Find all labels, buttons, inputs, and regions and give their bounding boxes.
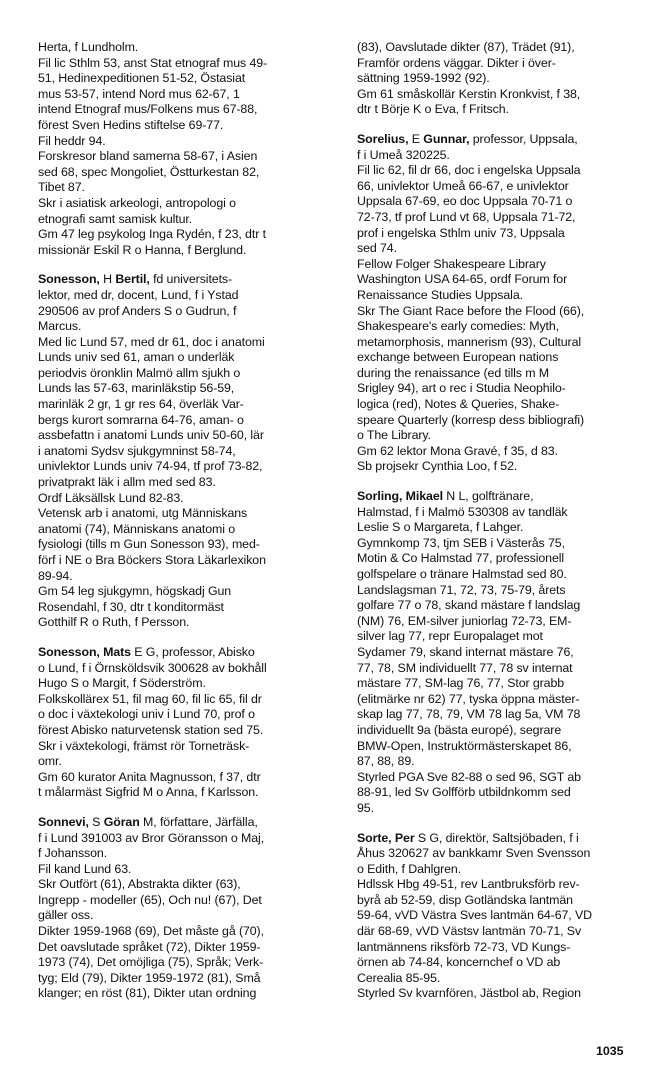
entry-heading [357,132,647,148]
entry-text-line: 95. [357,800,374,815]
entry-text-line: during the renaissance (ed tills m M [357,365,549,380]
entry-text-line: Styrled PGA Sve 82-88 o sed 96, SGT ab [357,769,581,784]
entry-text-line: byrå ab 52-59, disp Gotländska lantmän [357,892,573,907]
entry-text-line: dtr t Börje K o Eva, f Fritsch. [357,102,509,117]
entry-surname: Sorte, [357,830,392,845]
entry-given-name: Per [394,830,415,845]
biography-entry [38,815,328,1002]
entry-text-line: lantmännens riksförb 72-73, VD Kungs- [357,939,571,954]
entry-initials: H [99,272,116,287]
entry-text-line: Skr Outfört (61), Abstrakta dikter (63), [38,877,241,892]
entry-text-line: 66, univlektor Umeå 66-67, e univlektor [357,178,569,193]
entry-given-name: Mikael [405,489,443,504]
entry-text-line: Framför ordens väggar. Dikter i över- [357,55,556,70]
entry-text-line: Herta, f Lundholm. [38,40,139,54]
entry-heading [38,272,328,288]
entry-text-line: periodvis öronklin Malmö allm sjukh o [38,365,241,380]
entry-title: fd universitets- [149,272,233,287]
entry-text-line: silver lag 77, repr Europalaget mot [357,629,543,644]
entry-surname: Sorling, [357,489,403,504]
entry-text-line: sättning 1959-1992 (92). [357,71,490,86]
entry-title: N L, golftränare, [442,489,534,504]
entry-text-line: Sydamer 79, skand internat mästare 76, [357,644,574,659]
entry-text-line: Washington USA 64-65, ordf Forum for [357,272,568,287]
entry-initials: E [408,131,424,146]
entry-text-line: prof i engelska Sthlm univ 73, Uppsala [357,225,565,240]
entry-text-line: förest Sven Hedins stiftelse 69-77. [38,117,224,132]
entry-text-line: 89-94. [38,568,73,583]
entry-text-line: golfare 77 o 78, skand mästare f landslag [357,598,581,613]
entry-text-line: golfspelare o tränare Halmstad sed 80. [357,567,567,581]
entry-surname: Sorelius, [357,131,409,146]
entry-text-line: f i Umeå 320225. [357,147,450,162]
biography-entry [38,645,328,801]
entry-text-line: 87, 88, 89. [357,754,415,769]
entry-text-line: Skr i asiatisk arkeologi, antropologi o [38,195,236,210]
biography-entry [38,272,328,631]
entry-given-name: Bertil, [115,272,150,287]
entry-title: E G, professor, Abisko [130,644,255,659]
right-column [357,40,647,1002]
entry-text-line: Gotthilf R o Ruth, f Persson. [38,615,190,630]
entry-surname: Sonesson, [38,272,100,287]
entry-text-line: Ordf Läksällsk Lund 82-83. [38,490,184,505]
entry-text-line: sed 68, spec Mongoliet, Östturkestan 82, [38,164,260,179]
entry-text-line: Gm 47 leg psykolog Inga Rydén, f 23, dtr t [38,227,266,242]
entry-text-line: Gymnkomp 73, tjm SEB i Västerås 75, [357,535,565,550]
entry-text-line: Motin & Co Halmstad 77, professionell [357,551,565,566]
entry-heading [357,489,647,505]
entry-text-line: univlektor Lunds univ 74-94, tf prof 73-82, [38,459,263,474]
entry-text-line: gäller oss. [38,908,94,923]
entry-text-line: mästare 77, SM-lag 76, 77, Stor grabb [357,676,565,691]
entry-text-line: anatomi (74), Människans anatomi o [38,521,236,536]
entry-text-line: där 68-69, vVD Västsv lantmän 70-71, Sv [357,924,582,939]
entry-text-line: Vetensk arb i anatomi, utg Människans [38,506,248,521]
entry-title: professor, Uppsala, [469,131,578,146]
entry-given-name: Göran [103,814,140,829]
entry-text-line: speare Quarterly (korresp dess bibliografi) [357,412,585,427]
entry-text-line: Cerealia 85-95. [357,970,441,985]
entry-title: S G, direktör, Saltsjöbaden, f i [414,830,579,845]
entry-text-line: Fil heddr 94. [38,133,106,148]
entry-text-line: f Johansson. [38,846,108,861]
entry-text-line: Fil lic Sthlm 53, anst Stat etnograf mus 49- [38,55,268,70]
entry-text-line: Lunds univ sed 61, aman o underläk [38,350,235,365]
entry-text-line: intend Etnograf mus/Folkens mus 67-88, [38,102,258,117]
entry-text-line: Med lic Lund 57, med dr 61, doc i anatomi [38,334,265,349]
entry-text-line: Ingrepp - modeller (65), Och nu! (67), Det [38,892,262,907]
entry-text-line: individuellt 9a (bästa europé), segrare [357,722,562,737]
entry-text-line: exchange between European nations [357,350,559,365]
entry-text-line: 290506 av prof Anders S o Gudrun, f [38,303,237,318]
entry-continuation [357,40,647,118]
entry-text-line: 77, 78, SM individuellt 77, 78 sv internat [357,660,573,675]
entry-text-line: 59-64, vVD Västra Sves lantmän 64-67, VD [357,908,592,923]
entry-continuation [38,40,328,258]
entry-text-line: BMW-Open, Instruktörmästerskapet 86, [357,738,572,753]
entry-text-line: Dikter 1959-1968 (69), Det måste gå (70), [38,924,264,939]
entry-text-line: Srigley 94), art o rec i Studia Neophilo- [357,381,566,396]
entry-text-line: 51, Hedinexpeditionen 51-52, Östasiat [38,71,246,86]
entry-text-line: 1973 (74), Det omöjliga (75), Språk; Verk- [38,955,264,970]
entry-given-name: Mats [103,644,131,659]
entry-text-line: Shakespeare's early comedies: Myth, [357,319,560,334]
entry-text-line: (83), Oavslutade dikter (87), Trädet (91), [357,40,575,54]
entry-text-line: 72-73, tf prof Lund vt 68, Uppsala 71-72, [357,209,576,224]
entry-text-line: Hugo S o Margit, f Söderström. [38,676,206,691]
entry-text-line: sed 74. [357,241,397,256]
entry-text-line: t målarmäst Sigfrid M o Anna, f Karlsson. [38,785,259,800]
entry-surname: Sonnevi, [38,814,89,829]
entry-text-line: Fellow Folger Shakespeare Library [357,256,546,271]
entry-text-line: o Edith, f Dahlgren. [357,861,462,876]
entry-text-line: Skr i växtekologi, främst rör Torneträsk- [38,738,250,753]
entry-text-line: marinläk 2 gr, 1 gr res 64, överläk Var- [38,397,244,412]
entry-heading [357,831,647,847]
entry-text-line: tyg; Eld (79), Dikter 1959-1972 (81), Små [38,970,261,985]
entry-text-line: Forskresor bland samerna 58-67, i Asien [38,149,258,164]
entry-text-line: Det oavslutade språket (72), Dikter 1959- [38,939,261,954]
entry-text-line: privatprakt läk i allm med sed 83. [38,475,216,490]
entry-text-line: metamorphosis, mannerism (93), Cultural [357,334,582,349]
entry-text-line: (NM) 76, EM-silver juniorlag 72-73, EM- [357,613,572,628]
entry-text-line: Gm 54 leg sjukgymn, högskadj Gun [38,584,232,599]
entry-text-line: f i Lund 391003 av Bror Göransson o Maj, [38,830,265,845]
entry-text-line: Fil kand Lund 63. [38,861,132,876]
entry-surname: Sonesson, [38,644,100,659]
entry-text-line: o Lund, f i Örnsköldsvik 300628 av bokhåll [38,660,267,675]
entry-text-line: bergs kurort somrarna 64-76, aman- o [38,412,244,427]
entry-text-line: Styrled Sv kvarnfören, Jästbol ab, Region [357,986,581,1001]
entry-heading [38,815,328,831]
entry-text-line: Halmstad, f i Malmö 530308 av tandläk [357,504,568,519]
entry-text-line: Lunds las 57-63, marinläkstip 56-59, [38,381,235,396]
entry-text-line: Gm 62 lektor Mona Gravé, f 35, d 83. [357,443,558,458]
entry-text-line: Gm 60 kurator Anita Magnusson, f 37, dtr [38,769,261,784]
entry-given-name: Gunnar, [423,131,470,146]
entry-initials: S [88,814,104,829]
entry-text-line: Hdlssk Hbg 49-51, rev Lantbruksförb rev- [357,877,580,892]
entry-text-line: fysiologi (tills m Gun Sonesson 93), med- [38,537,260,552]
entry-text-line: Renaissance Studies Uppsala. [357,287,523,302]
page-number: 1035 [596,1044,624,1058]
entry-text-line: Tibet 87. [38,180,85,195]
entry-text-line: Fil lic 62, fil dr 66, doc i engelska Uppsala [357,163,581,178]
entry-text-line: logica (red), Notes & Queries, Shake- [357,397,560,412]
entry-text-line: Marcus. [38,319,82,334]
entry-text-line: Åhus 320627 av bankkamr Sven Svensson [357,846,591,861]
entry-text-line: Leslie S o Margareta, f Lahger. [357,520,524,535]
entry-text-line: Skr The Giant Race before the Flood (66), [357,303,585,318]
entry-text-line: Sb projsekr Cynthia Loo, f 52. [357,459,518,474]
entry-title: M, författare, Järfälla, [139,814,258,829]
biography-entry [357,831,647,1003]
entry-text-line: klanger; en röst (81), Dikter utan ordning [38,986,257,1001]
entry-text-line: 88-91, led Sv Golfförb utbildnkomm sed [357,785,571,800]
entry-text-line: o The Library. [357,428,431,443]
entry-text-line: i anatomi Sydsv sjukgymninst 58-74, [38,443,236,458]
entry-text-line: Landslagsman 71, 72, 73, 75-79, årets [357,582,566,597]
entry-text-line: Uppsala 67-69, eo doc Uppsala 70-71 o [357,194,573,209]
entry-text-line: förest Abisko naturvetensk station sed 75. [38,722,264,737]
left-column [38,40,328,1002]
entry-text-line: Folkskollärex 51, fil mag 60, fil lic 65, fil dr [38,691,262,706]
entry-text-line: skap lag 77, 78, 79, VM 78 lag 5a, VM 78 [357,707,581,722]
entry-text-line: Gm 61 småskollär Kerstin Kronkvist, f 38, [357,86,581,101]
entry-text-line: etnografi samt samisk kultur. [38,211,193,226]
entry-text-line: omr. [38,754,62,769]
entry-text-line: o doc i växtekologi univ i Lund 70, prof o [38,707,255,722]
entry-text-line: örnen ab 74-84, koncernchef o VD ab [357,955,561,970]
biography-entry [357,489,647,816]
entry-text-line: förf i NE o Bra Böckers Stora Läkarlexikon [38,553,266,567]
entry-text-line: Rosendahl, f 30, dtr t konditormäst [38,599,224,614]
entry-text-line: lektor, med dr, docent, Lund, f i Ystad [38,287,239,302]
entry-text-line: assbefattn i anatomi Lunds univ 50-60, lär [38,428,264,443]
entry-text-line: missionär Eskil R o Hanna, f Berglund. [38,242,247,257]
entry-text-line: mus 53-57, intend Nord mus 62-67, 1 [38,86,240,101]
entry-heading [38,645,328,661]
biography-entry [357,132,647,475]
entry-text-line: (elitmärke nr 62) 77, tyska öppna mäster- [357,691,580,706]
